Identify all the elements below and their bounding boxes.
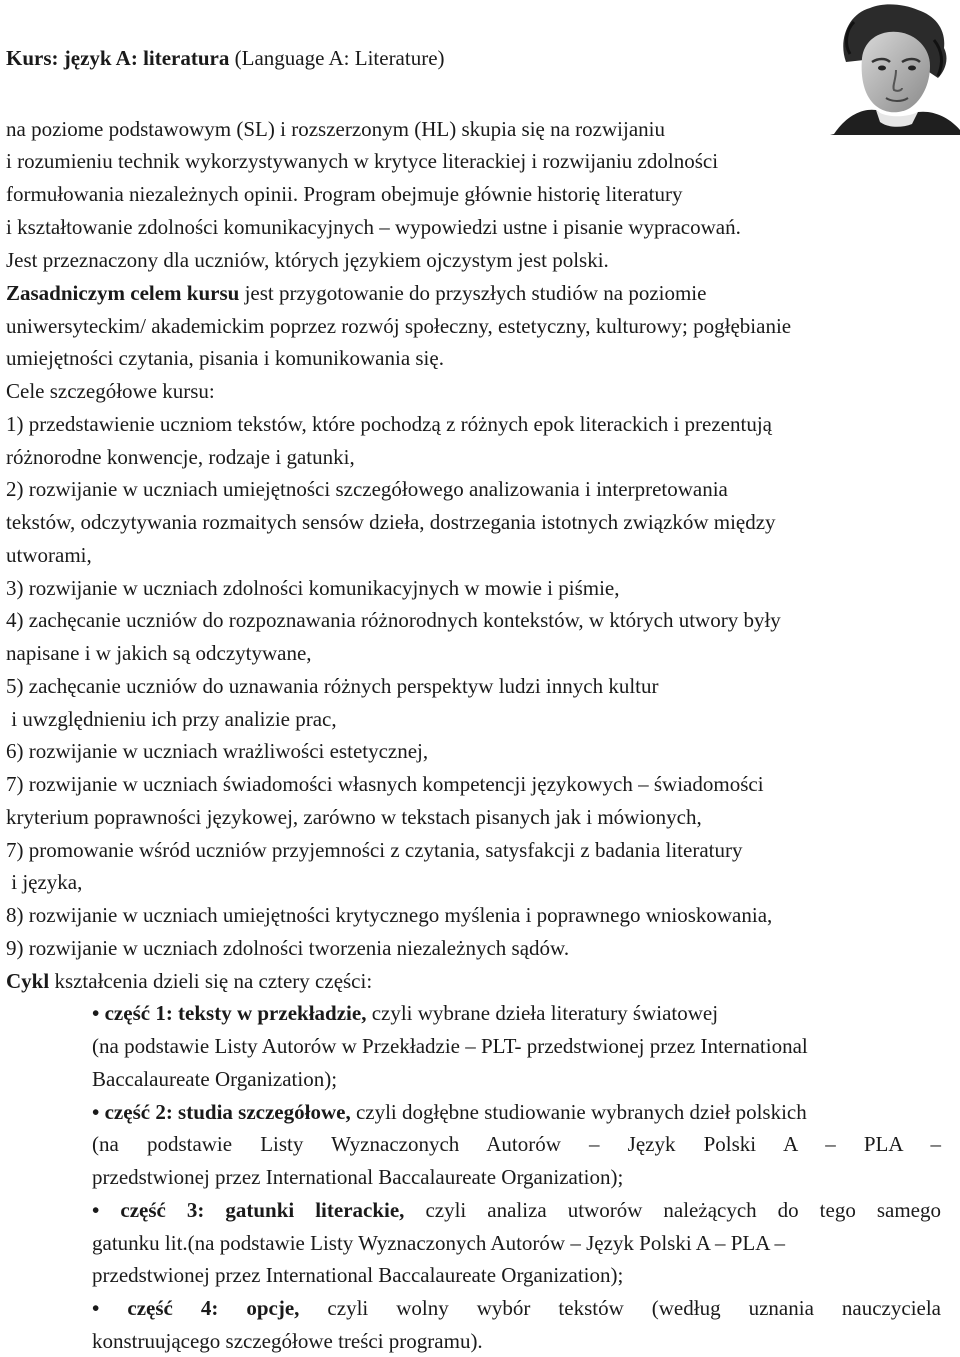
objective-line: 3) rozwijanie w uczniach zdolności komunikacyjnych w mowie i piśmie, bbox=[6, 576, 620, 600]
objective-line: 8) rozwijanie w uczniach umiejętności krytycznego myślenia i poprawnego wnioskowania, bbox=[6, 903, 773, 927]
part-3-line: przedstwionej przez International Baccalaureate Organization); bbox=[92, 1263, 624, 1287]
part-4-line: konstruującego szczegółowe treści programu). bbox=[92, 1329, 483, 1353]
part-2-line: (na podstawie Listy Wyznaczonych Autorów – Język Polski A – PLA – bbox=[92, 1132, 941, 1156]
objective-line: utworami, bbox=[6, 543, 92, 567]
part-2-heading bbox=[92, 1098, 807, 1126]
objective-line: kryterium poprawności językowej, zarówno w tekstach pisanych jak i mówionych, bbox=[6, 805, 702, 829]
goal-line-2: uniwersyteckim/ akademickim poprzez rozwój społeczny, estetyczny, kulturowy; pogłębianie bbox=[6, 314, 792, 338]
course-title bbox=[6, 46, 445, 71]
course-title-bold: Kurs: język A: literatura bbox=[6, 46, 230, 70]
objective-line: 6) rozwijanie w uczniach wrażliwości estetycznej, bbox=[6, 739, 429, 763]
objective-line: i języka, bbox=[6, 870, 83, 894]
objective-line: 2) rozwijanie w uczniach umiejętności szczegółowego analizowania i interpretowania bbox=[6, 477, 728, 501]
objective-line: 4) zachęcanie uczniów do rozpoznawania różnorodnych kontekstów, w których utwory były bbox=[6, 608, 781, 632]
part-1-line: (na podstawie Listy Autorów w Przekładzie – PLT- przedstwionej przez International bbox=[92, 1034, 808, 1058]
objective-line: tekstów, odczytywania rozmaitych sensów dzieła, dostrzegania istotnych związków między bbox=[6, 510, 776, 534]
part-3-title: część 3: gatunki literackie, bbox=[120, 1198, 405, 1222]
objective-line: 1) przedstawienie uczniom tekstów, które pochodzą z różnych epok literackich i prezentują bbox=[6, 412, 772, 436]
intro-line-1: na poziome podstawowym (SL) i rozszerzonym (HL) skupia się na rozwijaniu bbox=[6, 117, 665, 141]
part-4-heading bbox=[92, 1294, 941, 1322]
objective-line: i uwzględnieniu ich przy analizie prac, bbox=[6, 707, 337, 731]
cycle-line bbox=[6, 967, 372, 995]
intro-line-2: i rozumieniu technik wykorzystywanych w krytyce literackiej i rozwijaniu zdolności bbox=[6, 149, 719, 173]
intro-line-4: i kształtowanie zdolności komunikacyjnych – wypowiedzi ustne i pisanie wypracowań. bbox=[6, 215, 741, 239]
part-4-title: część 4: opcje, bbox=[127, 1296, 300, 1320]
part-1-desc: czyli wybrane dzieła literatury światowej bbox=[366, 1001, 719, 1025]
goal-lead: Zasadniczym celem kursu bbox=[6, 281, 240, 305]
goal-line-1 bbox=[6, 279, 706, 307]
portrait-engraving bbox=[826, 0, 960, 135]
intro-line-5: Jest przeznaczony dla uczniów, których językiem ojczystym jest polski. bbox=[6, 248, 609, 272]
objectives-heading: Cele szczegółowe kursu: bbox=[6, 379, 215, 403]
part-4-desc: czyli wolny wybór tekstów (według uznania nauczyciela bbox=[299, 1296, 941, 1320]
bullet: • bbox=[92, 1001, 100, 1025]
intro-line-3: formułowania niezależnych opinii. Program obejmuje głównie historię literatury bbox=[6, 182, 683, 206]
part-3-line: gatunku lit.(na podstawie Listy Wyznaczonych Autorów – Język Polski A – PLA – bbox=[92, 1231, 786, 1255]
part-2-desc: czyli dogłębne studiowanie wybranych dzieł polskich bbox=[350, 1100, 807, 1124]
part-1-title: część 1: teksty w przekładzie, bbox=[104, 1001, 367, 1025]
objective-line: 9) rozwijanie w uczniach zdolności tworzenia niezależnych sądów. bbox=[6, 936, 570, 960]
cycle-lead: Cykl bbox=[6, 969, 50, 993]
part-1-heading bbox=[92, 999, 718, 1027]
course-title-english: (Language A: Literature) bbox=[234, 46, 445, 70]
bullet: • bbox=[92, 1100, 100, 1124]
part-3-desc: czyli analiza utworów należących do tego samego bbox=[404, 1198, 942, 1222]
objective-line: 7) rozwijanie w uczniach świadomości własnych kompetencji językowych – świadomości bbox=[6, 772, 764, 796]
part-1-line: Baccalaureate Organization); bbox=[92, 1067, 338, 1091]
bullet: • bbox=[92, 1198, 100, 1222]
goal-line-3: umiejętności czytania, pisania i komunikowania się. bbox=[6, 346, 444, 370]
objective-line: napisane i w jakich są odczytywane, bbox=[6, 641, 312, 665]
objective-line: 5) zachęcanie uczniów do uznawania różnych perspektyw ludzi innych kultur bbox=[6, 674, 659, 698]
objective-line: 7) promowanie wśród uczniów przyjemności z czytania, satysfakcji z badania literatury bbox=[6, 838, 743, 862]
part-3-heading bbox=[92, 1196, 941, 1224]
goal-rest: jest przygotowanie do przyszłych studiów na poziomie bbox=[239, 281, 707, 305]
part-2-line: przedstwionej przez International Baccalaureate Organization); bbox=[92, 1165, 624, 1189]
objective-line: różnorodne konwencje, rodzaje i gatunki, bbox=[6, 445, 355, 469]
part-2-title: część 2: studia szczegółowe, bbox=[104, 1100, 351, 1124]
cycle-rest: kształcenia dzieli się na cztery części: bbox=[49, 969, 373, 993]
bullet: • bbox=[92, 1296, 100, 1320]
